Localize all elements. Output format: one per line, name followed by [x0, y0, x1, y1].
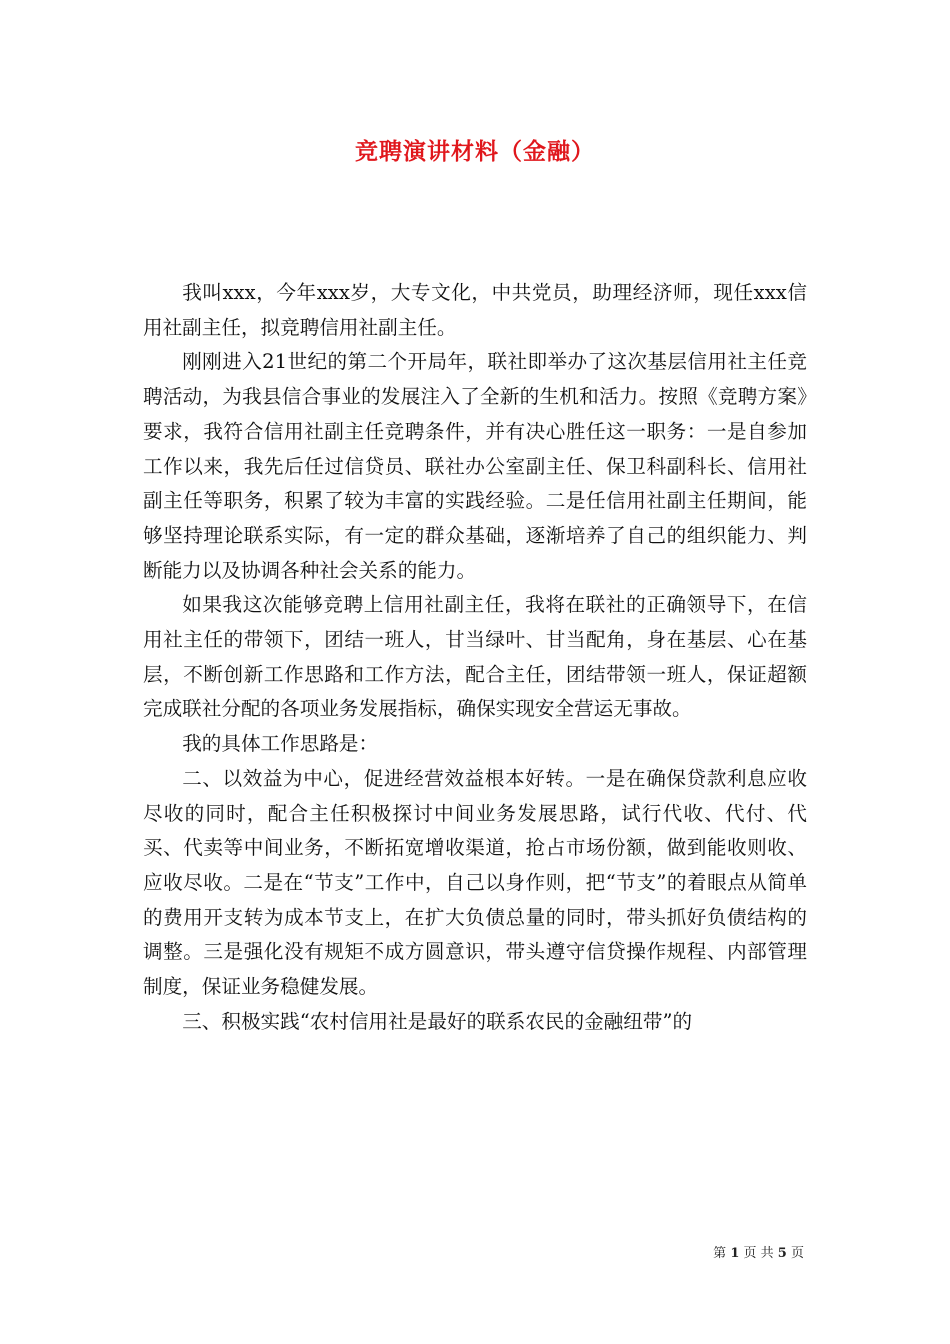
paragraph-commitment: 如果我这次能够竞聘上信用社副主任，我将在联社的正确领导下，在信用社主任的带领下，团结一班人，甘当绿叶、甘当配角，身在基层、心在基层，不断创新工作思路和工作方法，配合主任，团结带领一班人，保证超额完成联社分配的各项业务发展指标，确保实现安全营运无事故。: [143, 593, 807, 721]
page-footer: [713, 1242, 804, 1261]
footer-current-page: 1: [730, 1246, 740, 1261]
paragraph-qualifications: 刚刚进入21世纪的第二个开局年，联社即举办了这次基层信用社主任竞聘活动，为我县信合事业的发展注入了全新的生机和活力。按照《竞聘方案》要求，我符合信用社副主任竞聘条件，并有决心胜任这一职务：一是自参加工作以来，我先后任过信贷员、联社办公室副主任、保卫科副科长、信用社副主任等职务，积累了较为丰富的实践经验。二是任信用社副主任期间，能够坚持理论联系实际，有一定的群众基础，逐渐培养了自己的组织能力、判断能力以及协调各种社会关系的能力。: [143, 350, 807, 582]
paragraph-point-three: 三、积极实践“农村信用社是最好的联系农民的金融纽带”的: [182, 1009, 693, 1033]
footer-total-pages: 5: [777, 1246, 787, 1261]
footer-middle: 页 共: [743, 1246, 774, 1261]
footer-suffix: 页: [790, 1246, 804, 1261]
footer-prefix: 第: [713, 1246, 727, 1261]
paragraph-point-two: 二、以效益为中心，促进经营效益根本好转。一是在确保贷款利息应收尽收的同时，配合主任积极探讨中间业务发展思路，试行代收、代付、代买、代卖等中间业务，不断拓宽增收渠道，抢占市场份额，做到能收则收、应收尽收。二是在“节支”工作中，自己以身作则，把“节支”的着眼点从简单的费用开支转为成本节支上，在扩大负债总量的同时，带头抓好负债结构的调整。三是强化没有规矩不成方圆意识，带头遵守信贷操作规程、内部管理制度，保证业务稳健发展。: [143, 766, 807, 999]
document-title: 竞聘演讲材料（金融）: [355, 138, 595, 165]
paragraph-intro: 我叫xxx，今年xxx岁，大专文化，中共党员，助理经济师，现任xxx信用社副主任，拟竞聘信用社副主任。: [143, 281, 807, 339]
document-body: [143, 276, 807, 1039]
paragraph-work-plan-heading: 我的具体工作思路是：: [182, 732, 379, 756]
